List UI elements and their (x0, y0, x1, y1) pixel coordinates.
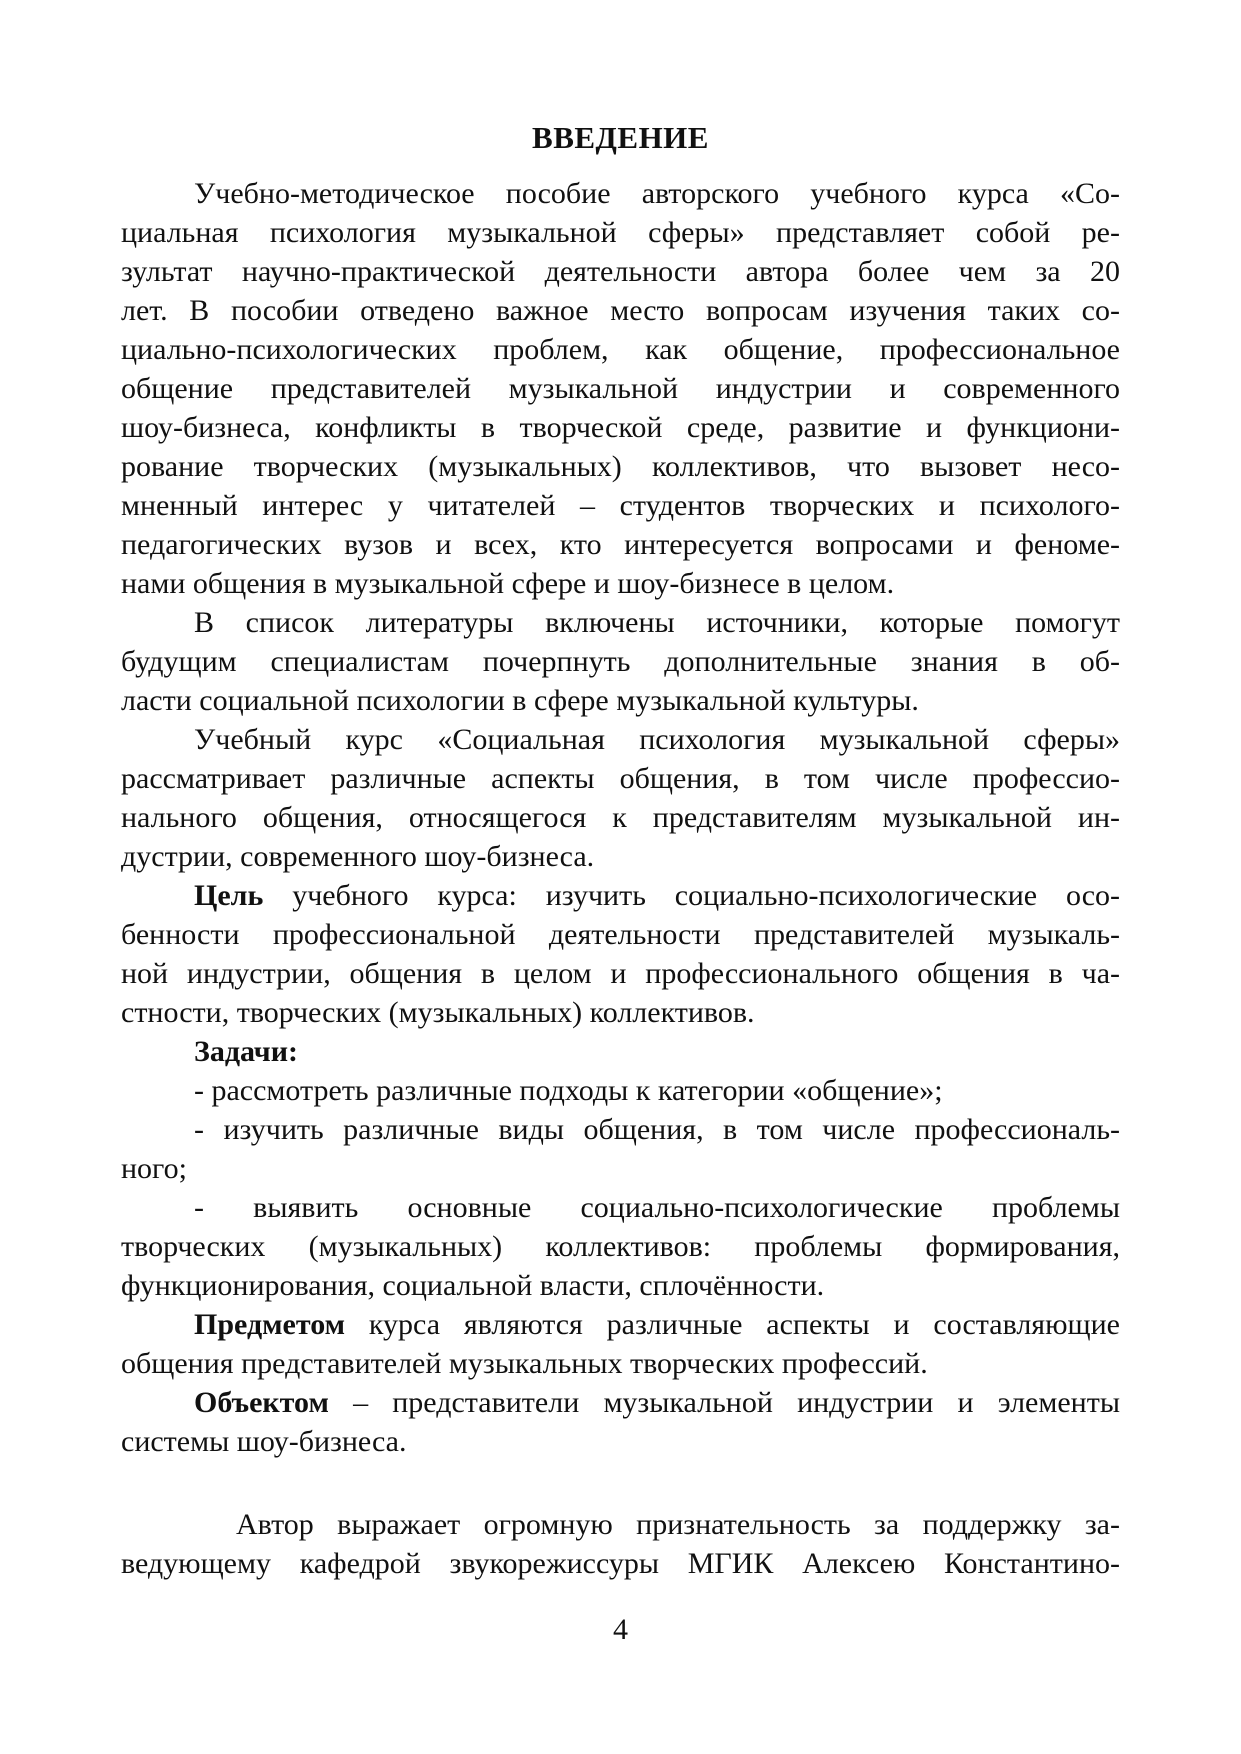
bold-term: Предметом (194, 1308, 346, 1341)
text-line (121, 330, 1120, 369)
line-text: лет. В пособии отведено важное место вопросам изучения таких со- (121, 294, 1120, 327)
line-text: Учебный курс «Социальная психология музыкальной сферы» (194, 723, 1120, 756)
bold-term: Задачи: (194, 1035, 299, 1068)
line-text: рассматривает различные аспекты общения, в том числе профессио- (121, 762, 1120, 795)
text-line (121, 252, 1120, 291)
text-line (121, 564, 1120, 603)
text-line (121, 759, 1120, 798)
line-text: В список литературы включены источники, которые помогут (194, 606, 1120, 639)
text-line (121, 1305, 1120, 1344)
text-line (121, 993, 1120, 1032)
line-text: функционирования, социальной власти, сплочённости. (121, 1269, 825, 1302)
line-text: - рассмотреть различные подходы к категории «общение»; (194, 1074, 943, 1107)
line-text: Учебно-методическое пособие авторского учебного курса «Со- (194, 177, 1120, 210)
line-text: будущим специалистам почерпнуть дополнительные знания в об- (121, 645, 1120, 678)
text-line (121, 447, 1120, 486)
line-text: стности, творческих (музыкальных) коллективов. (121, 996, 755, 1029)
line-text: системы шоу-бизнеса. (121, 1425, 407, 1458)
text-line (121, 1110, 1120, 1149)
document-page (121, 0, 1120, 1754)
bold-term: Цель (194, 879, 264, 912)
text-line (121, 954, 1120, 993)
text-line (121, 369, 1120, 408)
text-line (121, 1505, 1120, 1544)
text-line (121, 486, 1120, 525)
text-line (121, 798, 1120, 837)
text-line (121, 915, 1120, 954)
line-text: рование творческих (музыкальных) коллективов, что вызовет несо- (121, 450, 1120, 483)
line-text: Автор выражает огромную признательность за поддержку за- (236, 1508, 1120, 1541)
text-line (121, 1149, 1120, 1188)
line-text: - изучить различные виды общения, в том числе профессиональ- (194, 1113, 1120, 1146)
line-text: ведующему кафедрой звукорежиссуры МГИК Алексею Константино- (121, 1547, 1120, 1580)
text-line (121, 681, 1120, 720)
paragraph-gap (121, 1461, 1120, 1505)
line-text: курса являются различные аспекты и составляющие (345, 1308, 1120, 1341)
line-text: бенности профессиональной деятельности представителей музыкаль- (121, 918, 1120, 951)
text-line (121, 1344, 1120, 1383)
line-text: дустрии, современного шоу-бизнеса. (121, 840, 595, 873)
line-text: ласти социальной психологии в сфере музыкальной культуры. (121, 684, 919, 717)
line-text: ной индустрии, общения в целом и профессионального общения в ча- (121, 957, 1120, 990)
page-title: ВВЕДЕНИЕ (532, 120, 709, 155)
line-text: общение представителей музыкальной индустрии и современного (121, 372, 1120, 405)
text-line (121, 213, 1120, 252)
text-line (121, 1422, 1120, 1461)
text-line (121, 876, 1120, 915)
line-text: нами общения в музыкальной сфере и шоу-бизнесе в целом. (121, 567, 895, 600)
text-line (121, 1227, 1120, 1266)
text-line (121, 525, 1120, 564)
line-text: учебного курса: изучить социально-психологические осо- (263, 879, 1120, 912)
body-text (121, 174, 1120, 1583)
text-line (121, 642, 1120, 681)
line-text: - выявить основные социально-психологические проблемы (194, 1191, 1120, 1224)
text-line (121, 1383, 1120, 1422)
line-text: творческих (музыкальных) коллективов: проблемы формирования, (121, 1230, 1120, 1263)
page-number: 4 (613, 1613, 628, 1646)
line-text: педагогических вузов и всех, кто интересуется вопросами и феноме- (121, 528, 1120, 561)
line-text: – представители музыкальной индустрии и элементы (328, 1386, 1120, 1419)
line-text: циальная психология музыкальной сферы» представляет собой ре- (121, 216, 1120, 249)
line-text: общения представителей музыкальных творческих профессий. (121, 1347, 928, 1380)
line-text: ного; (121, 1152, 187, 1185)
text-line (121, 174, 1120, 213)
text-line (121, 1544, 1120, 1583)
text-line (121, 720, 1120, 759)
line-text: зультат научно-практической деятельности автора более чем за 20 (121, 255, 1120, 288)
text-line (121, 1266, 1120, 1305)
bold-term: Объектом (194, 1386, 329, 1419)
text-line (121, 1032, 1120, 1071)
text-line (121, 291, 1120, 330)
line-text: мненный интерес у читателей – студентов творческих и психолого- (121, 489, 1120, 522)
text-line (121, 1188, 1120, 1227)
line-text: циально-психологических проблем, как общение, профессиональное (121, 333, 1120, 366)
line-text: нального общения, относящегося к представителям музыкальной ин- (121, 801, 1120, 834)
text-line (121, 603, 1120, 642)
line-text: шоу-бизнеса, конфликты в творческой среде, развитие и функциони- (121, 411, 1120, 444)
text-line (121, 1071, 1120, 1110)
text-line (121, 408, 1120, 447)
text-line (121, 837, 1120, 876)
